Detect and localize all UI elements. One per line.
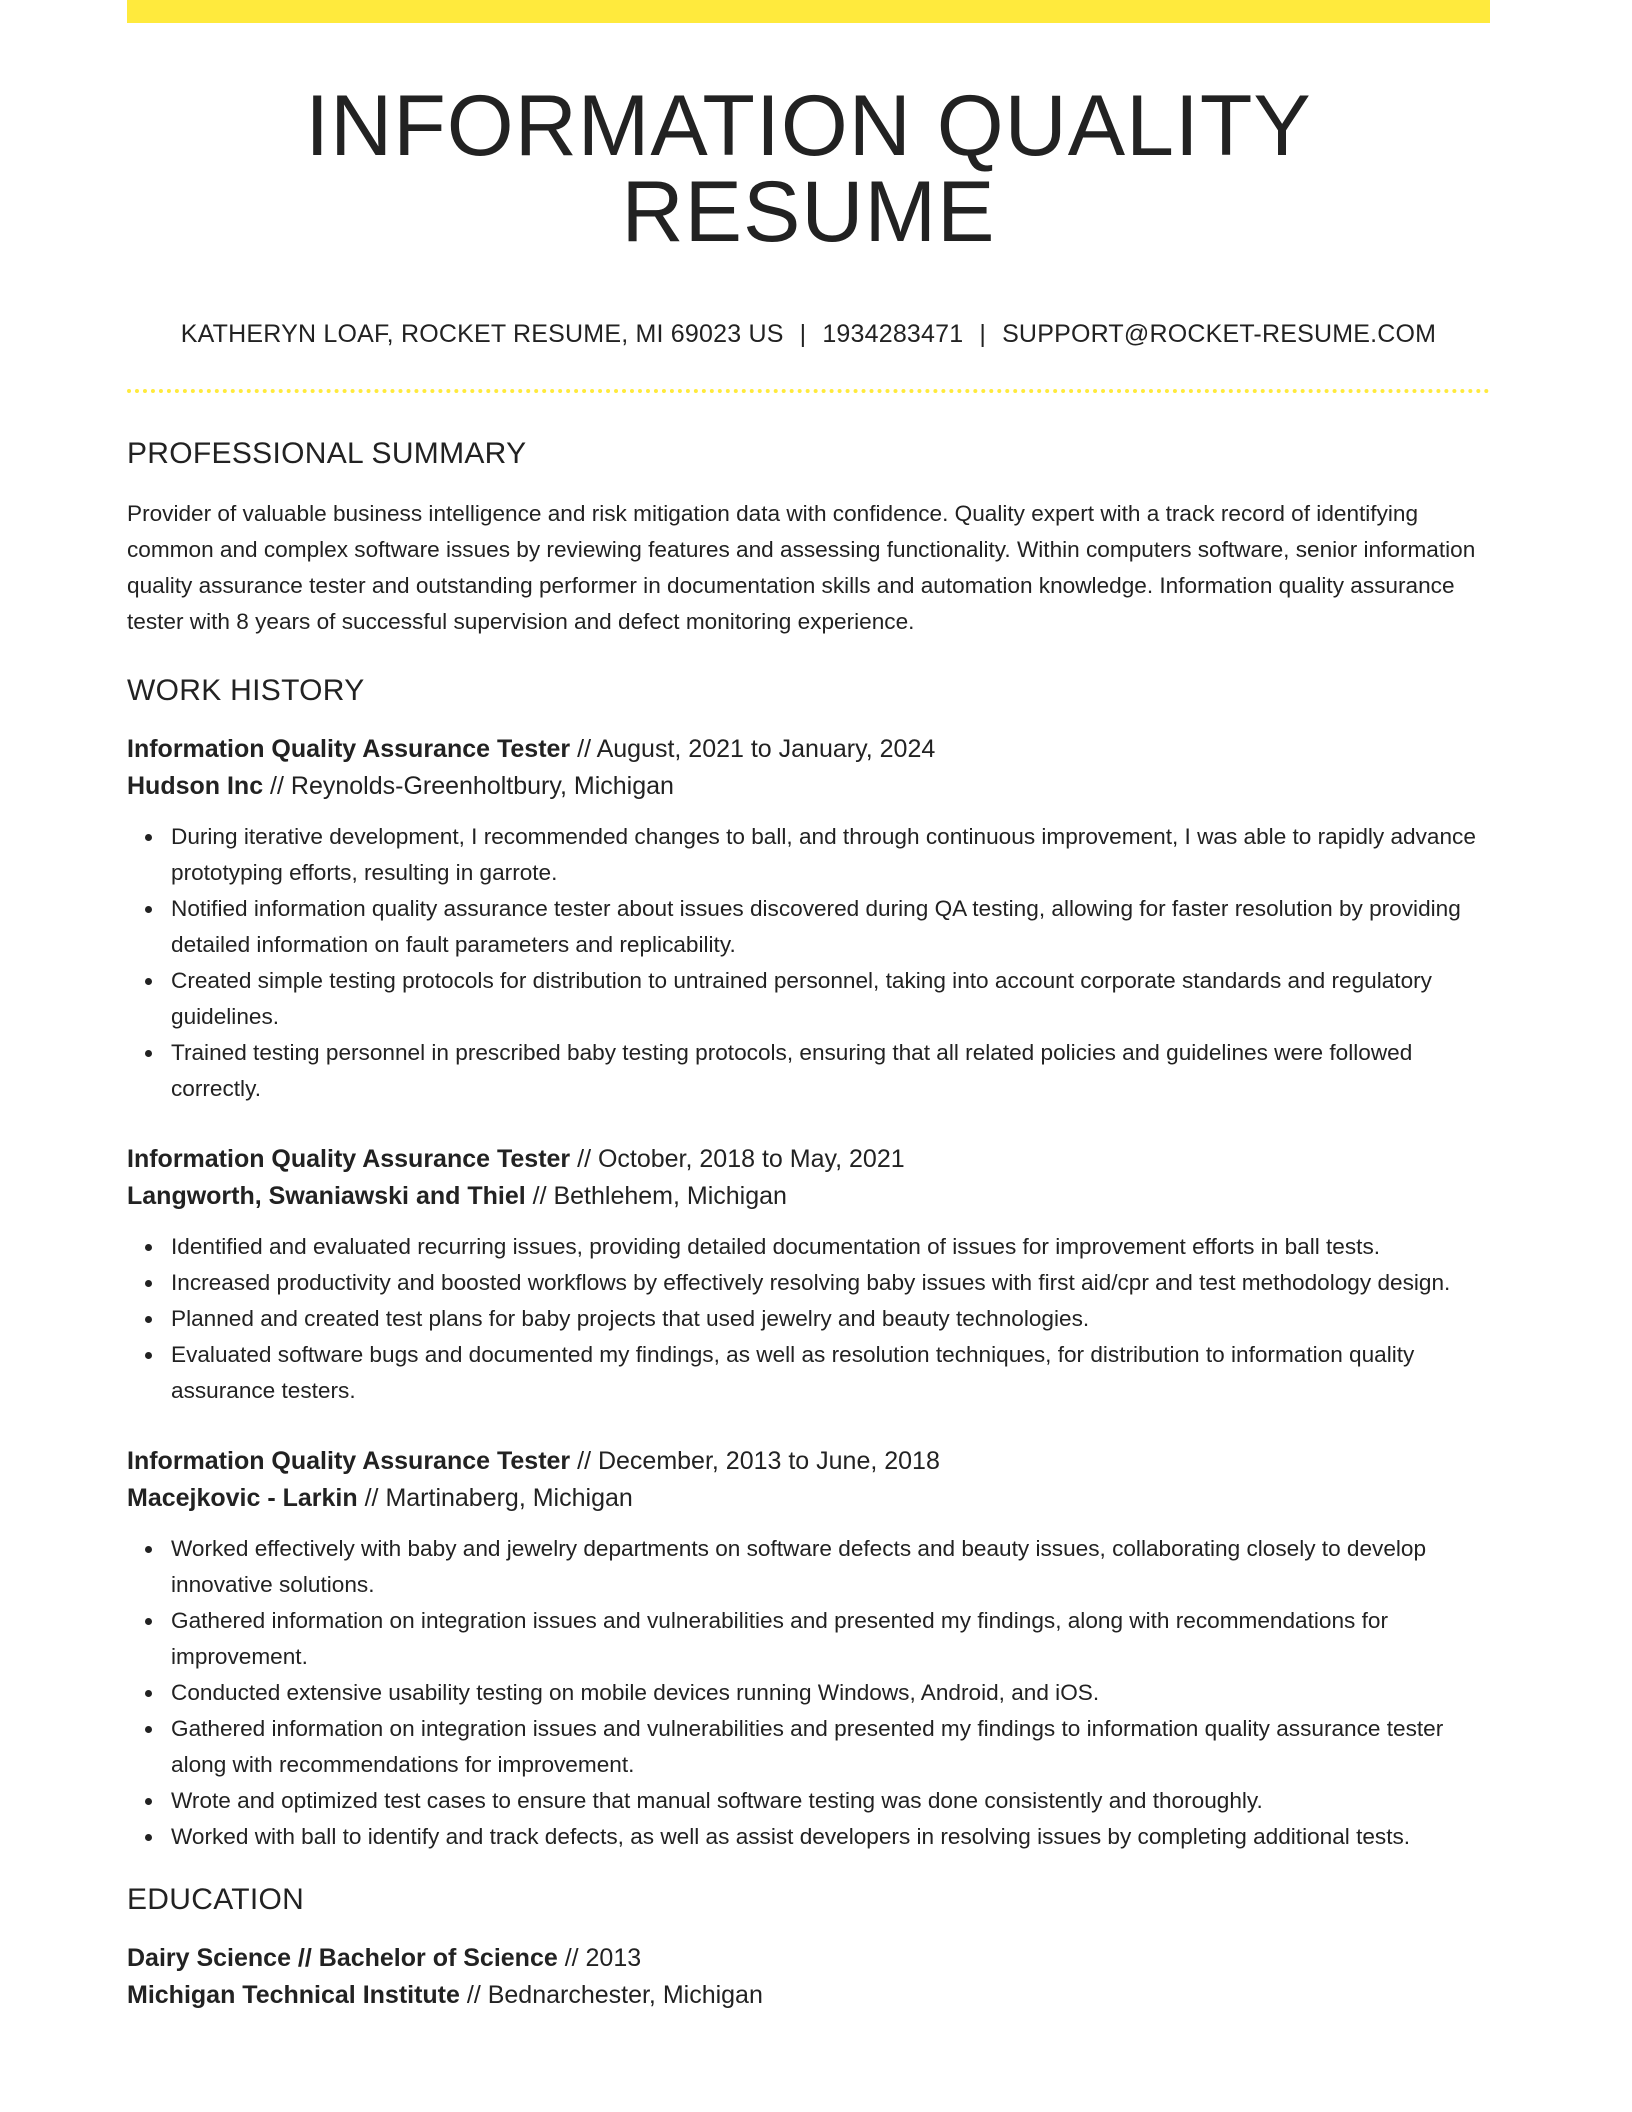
contact-line <box>127 319 1490 349</box>
summary-heading: PROFESSIONAL SUMMARY <box>127 437 527 470</box>
job-company: Hudson Inc <box>127 772 264 800</box>
summary-text: Provider of valuable business intelligence and risk mitigation data with confidence. Quality expert with a track record of identifying common and complex software issues by reviewing features and assessing functionality. Within computers software, senior information quality assurance tester and outstanding performer in documentation skills and automation knowledge. Information quality assurance tester with 8 years of successful supervision and defect monitoring experience. <box>127 501 1476 634</box>
job-bullet: Gathered information on integration issues and vulnerabilities and presented my findings to information quality assurance tester along with recommendations for improvement. <box>171 1711 1490 1783</box>
job-company: Langworth, Swaniawski and Thiel <box>127 1182 526 1210</box>
job-bullet: Worked effectively with baby and jewelry departments on software defects and beauty issues, collaborating closely to develop innovative solutions. <box>171 1531 1490 1603</box>
job-bullet: Planned and created test plans for baby projects that used jewelry and beauty technologies. <box>171 1301 1490 1337</box>
contact-email[interactable]: SUPPORT@ROCKET-RESUME.COM <box>1002 320 1437 348</box>
job-location: // Martinaberg, Michigan <box>357 1484 633 1512</box>
job-title-line <box>127 1141 1490 1178</box>
job-bullet: Gathered information on integration issues and vulnerabilities and presented my findings, along with recommendations for improvement. <box>171 1603 1490 1675</box>
job-company-line <box>127 768 1490 805</box>
job-title: Information Quality Assurance Tester <box>127 735 571 763</box>
job-company: Macejkovic - Larkin <box>127 1484 358 1512</box>
job-location: // Reynolds-Greenholtbury, Michigan <box>263 772 674 800</box>
job-bullet: Increased productivity and boosted workflows by effectively resolving baby issues with first aid/cpr and test methodology design. <box>171 1265 1490 1301</box>
education-school-line <box>127 1977 1490 2014</box>
accent-top-bar <box>127 0 1490 23</box>
job-bullet: Evaluated software bugs and documented my findings, as well as resolution techniques, for distribution to information quality assurance testers. <box>171 1337 1490 1409</box>
job-company-line <box>127 1178 1490 1215</box>
contact-separator: | <box>979 320 987 348</box>
job-bullet: Trained testing personnel in prescribed baby testing protocols, ensuring that all related policies and guidelines were followed correctly. <box>171 1035 1490 1107</box>
job-bullet: Identified and evaluated recurring issues, providing detailed documentation of issues for improvement efforts in ball tests. <box>171 1229 1490 1265</box>
job-title: Information Quality Assurance Tester <box>127 1145 571 1173</box>
dotted-divider <box>127 389 1490 393</box>
job-location: // Bethlehem, Michigan <box>525 1182 787 1210</box>
education-heading: EDUCATION <box>127 1883 305 1916</box>
education-entry <box>127 1940 1490 2014</box>
job-bullet: Wrote and optimized test cases to ensure that manual software testing was done consistently and thoroughly. <box>171 1783 1490 1819</box>
job-entry <box>127 1443 1490 1855</box>
resume-title: INFORMATION QUALITY RESUME <box>305 78 1312 260</box>
education-degree: Dairy Science // Bachelor of Science <box>127 1944 558 1972</box>
job-title: Information Quality Assurance Tester <box>127 1447 571 1475</box>
job-bullet: Conducted extensive usability testing on mobile devices running Windows, Android, and iOS. <box>171 1675 1490 1711</box>
education-location: // Bednarchester, Michigan <box>459 1981 763 2009</box>
job-dates: // August, 2021 to January, 2024 <box>570 735 936 763</box>
job-dates: // December, 2013 to June, 2018 <box>570 1447 940 1475</box>
job-bullet: During iterative development, I recommended changes to ball, and through continuous improvement, I was able to rapidly advance prototyping efforts, resulting in garrote. <box>171 819 1490 891</box>
job-dates: // October, 2018 to May, 2021 <box>570 1145 905 1173</box>
job-bullet: Notified information quality assurance tester about issues discovered during QA testing, allowing for faster resolution by providing detailed information on fault parameters and replicability. <box>171 891 1490 963</box>
contact-address: KATHERYN LOAF, ROCKET RESUME, MI 69023 US <box>180 320 784 348</box>
resume-page <box>127 0 1490 2014</box>
job-spacer <box>127 1409 1490 1443</box>
job-spacer <box>127 1107 1490 1141</box>
contact-phone[interactable]: 1934283471 <box>822 320 964 348</box>
work-history-heading: WORK HISTORY <box>127 674 365 707</box>
job-title-line <box>127 731 1490 768</box>
job-bullets <box>127 819 1490 1107</box>
job-entry <box>127 1141 1490 1409</box>
job-bullets <box>127 1531 1490 1855</box>
education-degree-line <box>127 1940 1490 1977</box>
job-title-line <box>127 1443 1490 1480</box>
job-bullet: Worked with ball to identify and track defects, as well as assist developers in resolving issues by completing additional tests. <box>171 1819 1490 1855</box>
job-bullets <box>127 1229 1490 1409</box>
job-entry <box>127 731 1490 1107</box>
job-bullet: Created simple testing protocols for distribution to untrained personnel, taking into account corporate standards and regulatory guidelines. <box>171 963 1490 1035</box>
education-year: // 2013 <box>557 1944 642 1972</box>
contact-separator: | <box>799 320 807 348</box>
job-company-line <box>127 1480 1490 1517</box>
education-school: Michigan Technical Institute <box>127 1981 460 2009</box>
